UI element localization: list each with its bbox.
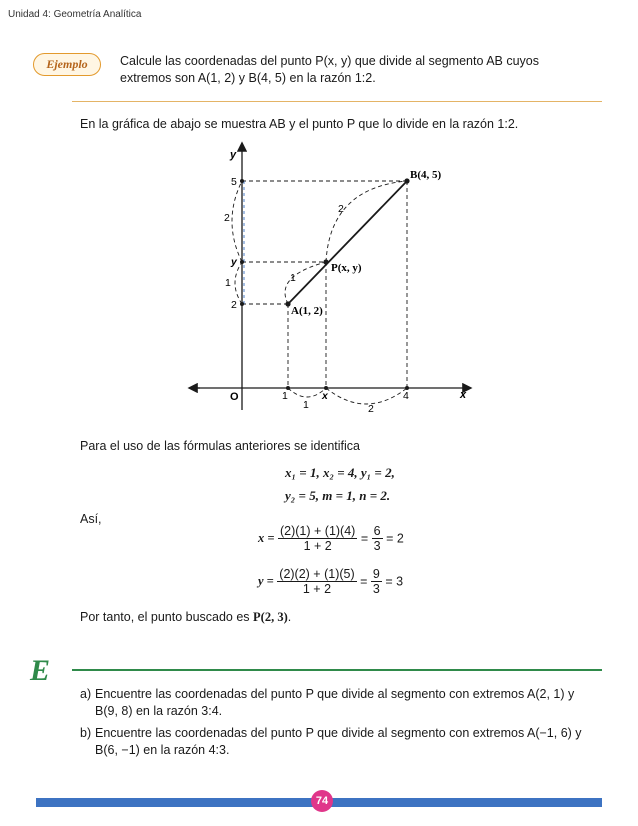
conclusion-prefix: Por tanto, el punto buscado es [80,610,254,624]
y-formula-den: 1 + 2 [302,582,332,596]
label-p: P(x, y) [331,262,362,274]
exercise-a [80,686,595,720]
y-tick-y: y [231,256,237,268]
x-formula-den2: 3 [373,539,381,553]
left-arc-1: 1 [225,277,231,289]
y-tick-5: 5 [231,176,237,188]
arc-y-left-2 [232,181,242,262]
conclusion [80,609,291,625]
y-formula-num2: 9 [372,567,380,581]
bottom-arc-1: 1 [303,399,309,411]
bottom-arc-2: 2 [368,403,374,415]
intro-text: En la gráfica de abajo se muestra AB y el punto P que lo divide en la razón 1:2. [80,117,519,131]
arc-x-1 [288,388,326,397]
exercise-b-line2: B(6, −1) en la razón 4:3. [95,743,230,757]
running-header: Unidad 4: Geometría Analítica [8,9,142,20]
x-formula-eq: = [360,531,369,546]
x-formula-result: = 2 [386,531,404,546]
x-formula [258,524,404,553]
y-formula-den2: 3 [372,582,380,596]
exercise-b-label: b) [80,726,92,740]
problem-line-2: extremos son A(1, 2) y B(4, 5) en la razón 1:2. [120,71,376,85]
point-a [285,301,290,306]
arc-x-2 [326,388,407,404]
page-number: 74 [311,790,333,812]
conclusion-suffix: . [287,610,292,624]
x-tick-x: x [322,390,328,402]
x-formula-lhs: x = [258,531,275,545]
exercise-a-line2: B(9, 8) en la razón 3:4. [95,704,223,718]
example-divider [72,101,602,102]
arc-y-left-1 [235,262,242,304]
y-formula-num: (2)(2) + (1)(5) [279,567,355,581]
segment-ab [288,181,407,304]
exercise-icon: E [30,654,51,687]
y-formula-lhs: y = [258,574,274,588]
problem-line-1: Calcule las coordenadas del punto P(x, y) que divide al segmento AB cuyos [120,54,539,68]
asi-text: Así, [80,512,102,526]
conclusion-point: P(2, 3) [253,610,288,624]
ratio-1-segment: 1 [290,272,296,284]
y-formula [258,567,403,596]
exercise-a-label: a) [80,687,92,701]
point-b [404,178,409,183]
y-tick-2: 2 [231,299,237,311]
x-formula-num: (2)(1) + (1)(4) [279,524,356,538]
values-line-2: y₂ = 5, m = 1, n = 2. [285,488,391,503]
example-problem [120,53,586,87]
point-p [323,259,328,264]
label-b: B(4, 5) [410,169,442,181]
y-formula-eq: = [360,574,368,589]
x-tick-4: 4 [403,390,409,402]
example-badge: Ejemplo [33,53,101,76]
identify-text: Para el uso de las fórmulas anteriores se identifica [80,439,361,453]
left-arc-2: 2 [224,212,230,224]
x-axis-label: x [460,389,467,401]
x-formula-den: 1 + 2 [303,539,332,553]
y-axis-label: y [230,149,237,161]
y-formula-result: = 3 [385,574,404,589]
x-tick-1: 1 [282,390,288,402]
x-formula-num2: 6 [373,524,381,538]
label-a: A(1, 2) [291,305,323,317]
exercise-b [80,725,595,759]
exercise-a-line1: Encuentre las coordenadas del punto P que divide al segmento con extremos A(2, 1) y [95,687,575,701]
origin-label: O [230,391,239,403]
exercise-divider [72,669,602,671]
coordinate-graph [170,138,480,416]
ratio-2-segment: 2 [338,203,344,215]
values-line-1: x₁ = 1, x₂ = 4, y₁ = 2, [285,465,395,480]
exercise-b-line1: Encuentre las coordenadas del punto P que divide al segmento con extremos A(−1, 6) y [95,726,582,740]
